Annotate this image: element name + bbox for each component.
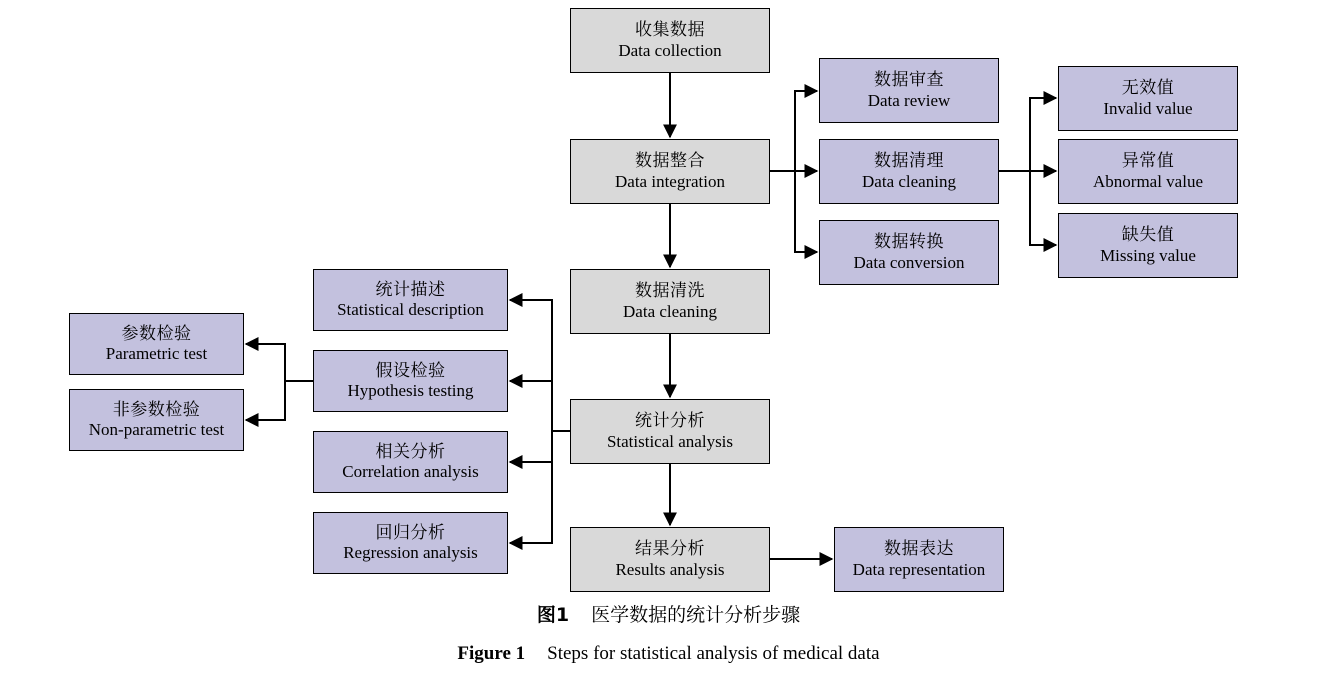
node-label-en: Missing value [1100,245,1196,265]
node-label-en: Data cleaning [623,301,717,321]
node-data-conversion[interactable] [819,220,999,285]
node-correlation-analysis[interactable] [313,431,508,493]
node-abnormal-value[interactable] [1058,139,1238,204]
node-parametric-test[interactable] [69,313,244,375]
node-label-en: Data review [867,90,951,110]
node-label-cn: 数据清洗 [635,281,705,302]
node-non-parametric-test[interactable] [69,389,244,451]
node-label-en: Data collection [618,40,722,60]
node-data-collection[interactable] [570,8,770,73]
node-label-cn: 统计分析 [635,411,705,432]
node-label-en: Statistical analysis [606,431,734,451]
node-label-cn: 异常值 [1121,151,1175,172]
figure-caption-en-title: Steps for statistical analysis of medical data [547,643,880,664]
figure-caption-en [0,643,1337,665]
node-regression-analysis[interactable] [313,512,508,574]
node-statistical-analysis[interactable] [570,399,770,464]
node-label-en: Regression analysis [343,543,478,562]
node-data-review[interactable] [819,58,999,123]
node-label-cn: 数据表达 [884,539,954,560]
node-label-cn: 假设检验 [375,360,446,381]
node-label-cn: 数据审查 [874,70,944,91]
node-label-cn: 缺失值 [1121,225,1175,246]
node-data-integration[interactable] [570,139,770,204]
node-label-en: Non-parametric test [88,420,225,439]
node-label-en: Parametric test [105,344,208,363]
node-label-en: Statistical description [337,300,484,319]
node-statistical-description[interactable] [313,269,508,331]
node-hypothesis-testing[interactable] [313,350,508,412]
node-data-cleaning-main[interactable] [570,269,770,334]
node-label-cn: 数据转换 [874,232,944,253]
figure-caption-cn-label: 图1 [536,604,570,626]
node-results-analysis[interactable] [570,527,770,592]
node-label-cn: 结果分析 [635,539,705,560]
node-missing-value[interactable] [1058,213,1238,278]
node-data-cleaning-sub[interactable] [819,139,999,204]
node-label-cn: 无效值 [1121,78,1175,99]
node-label-cn: 非参数检验 [112,399,201,420]
node-label-cn: 相关分析 [375,441,446,462]
figure-caption-cn [0,600,1337,627]
node-label-cn: 数据整合 [635,151,705,172]
node-data-representation[interactable] [834,527,1004,592]
node-invalid-value[interactable] [1058,66,1238,131]
node-label-en: Data representation [852,559,986,579]
node-label-en: Results analysis [615,559,725,579]
node-label-en: Hypothesis testing [347,381,474,400]
node-label-cn: 收集数据 [635,20,705,41]
figure-caption-en-label: Figure 1 [457,643,526,664]
node-label-cn: 统计描述 [375,279,446,300]
node-label-cn: 参数检验 [121,323,192,344]
node-label-cn: 数据清理 [874,151,944,172]
node-label-en: Data integration [615,171,725,191]
node-label-en: Abnormal value [1093,171,1203,191]
node-label-en: Data conversion [853,252,965,272]
node-label-en: Data cleaning [862,171,956,191]
figure-caption-cn-title: 医学数据的统计分析步骤 [591,604,801,626]
node-label-en: Correlation analysis [342,462,479,481]
node-label-en: Invalid value [1103,98,1193,118]
node-label-cn: 回归分析 [375,522,446,543]
